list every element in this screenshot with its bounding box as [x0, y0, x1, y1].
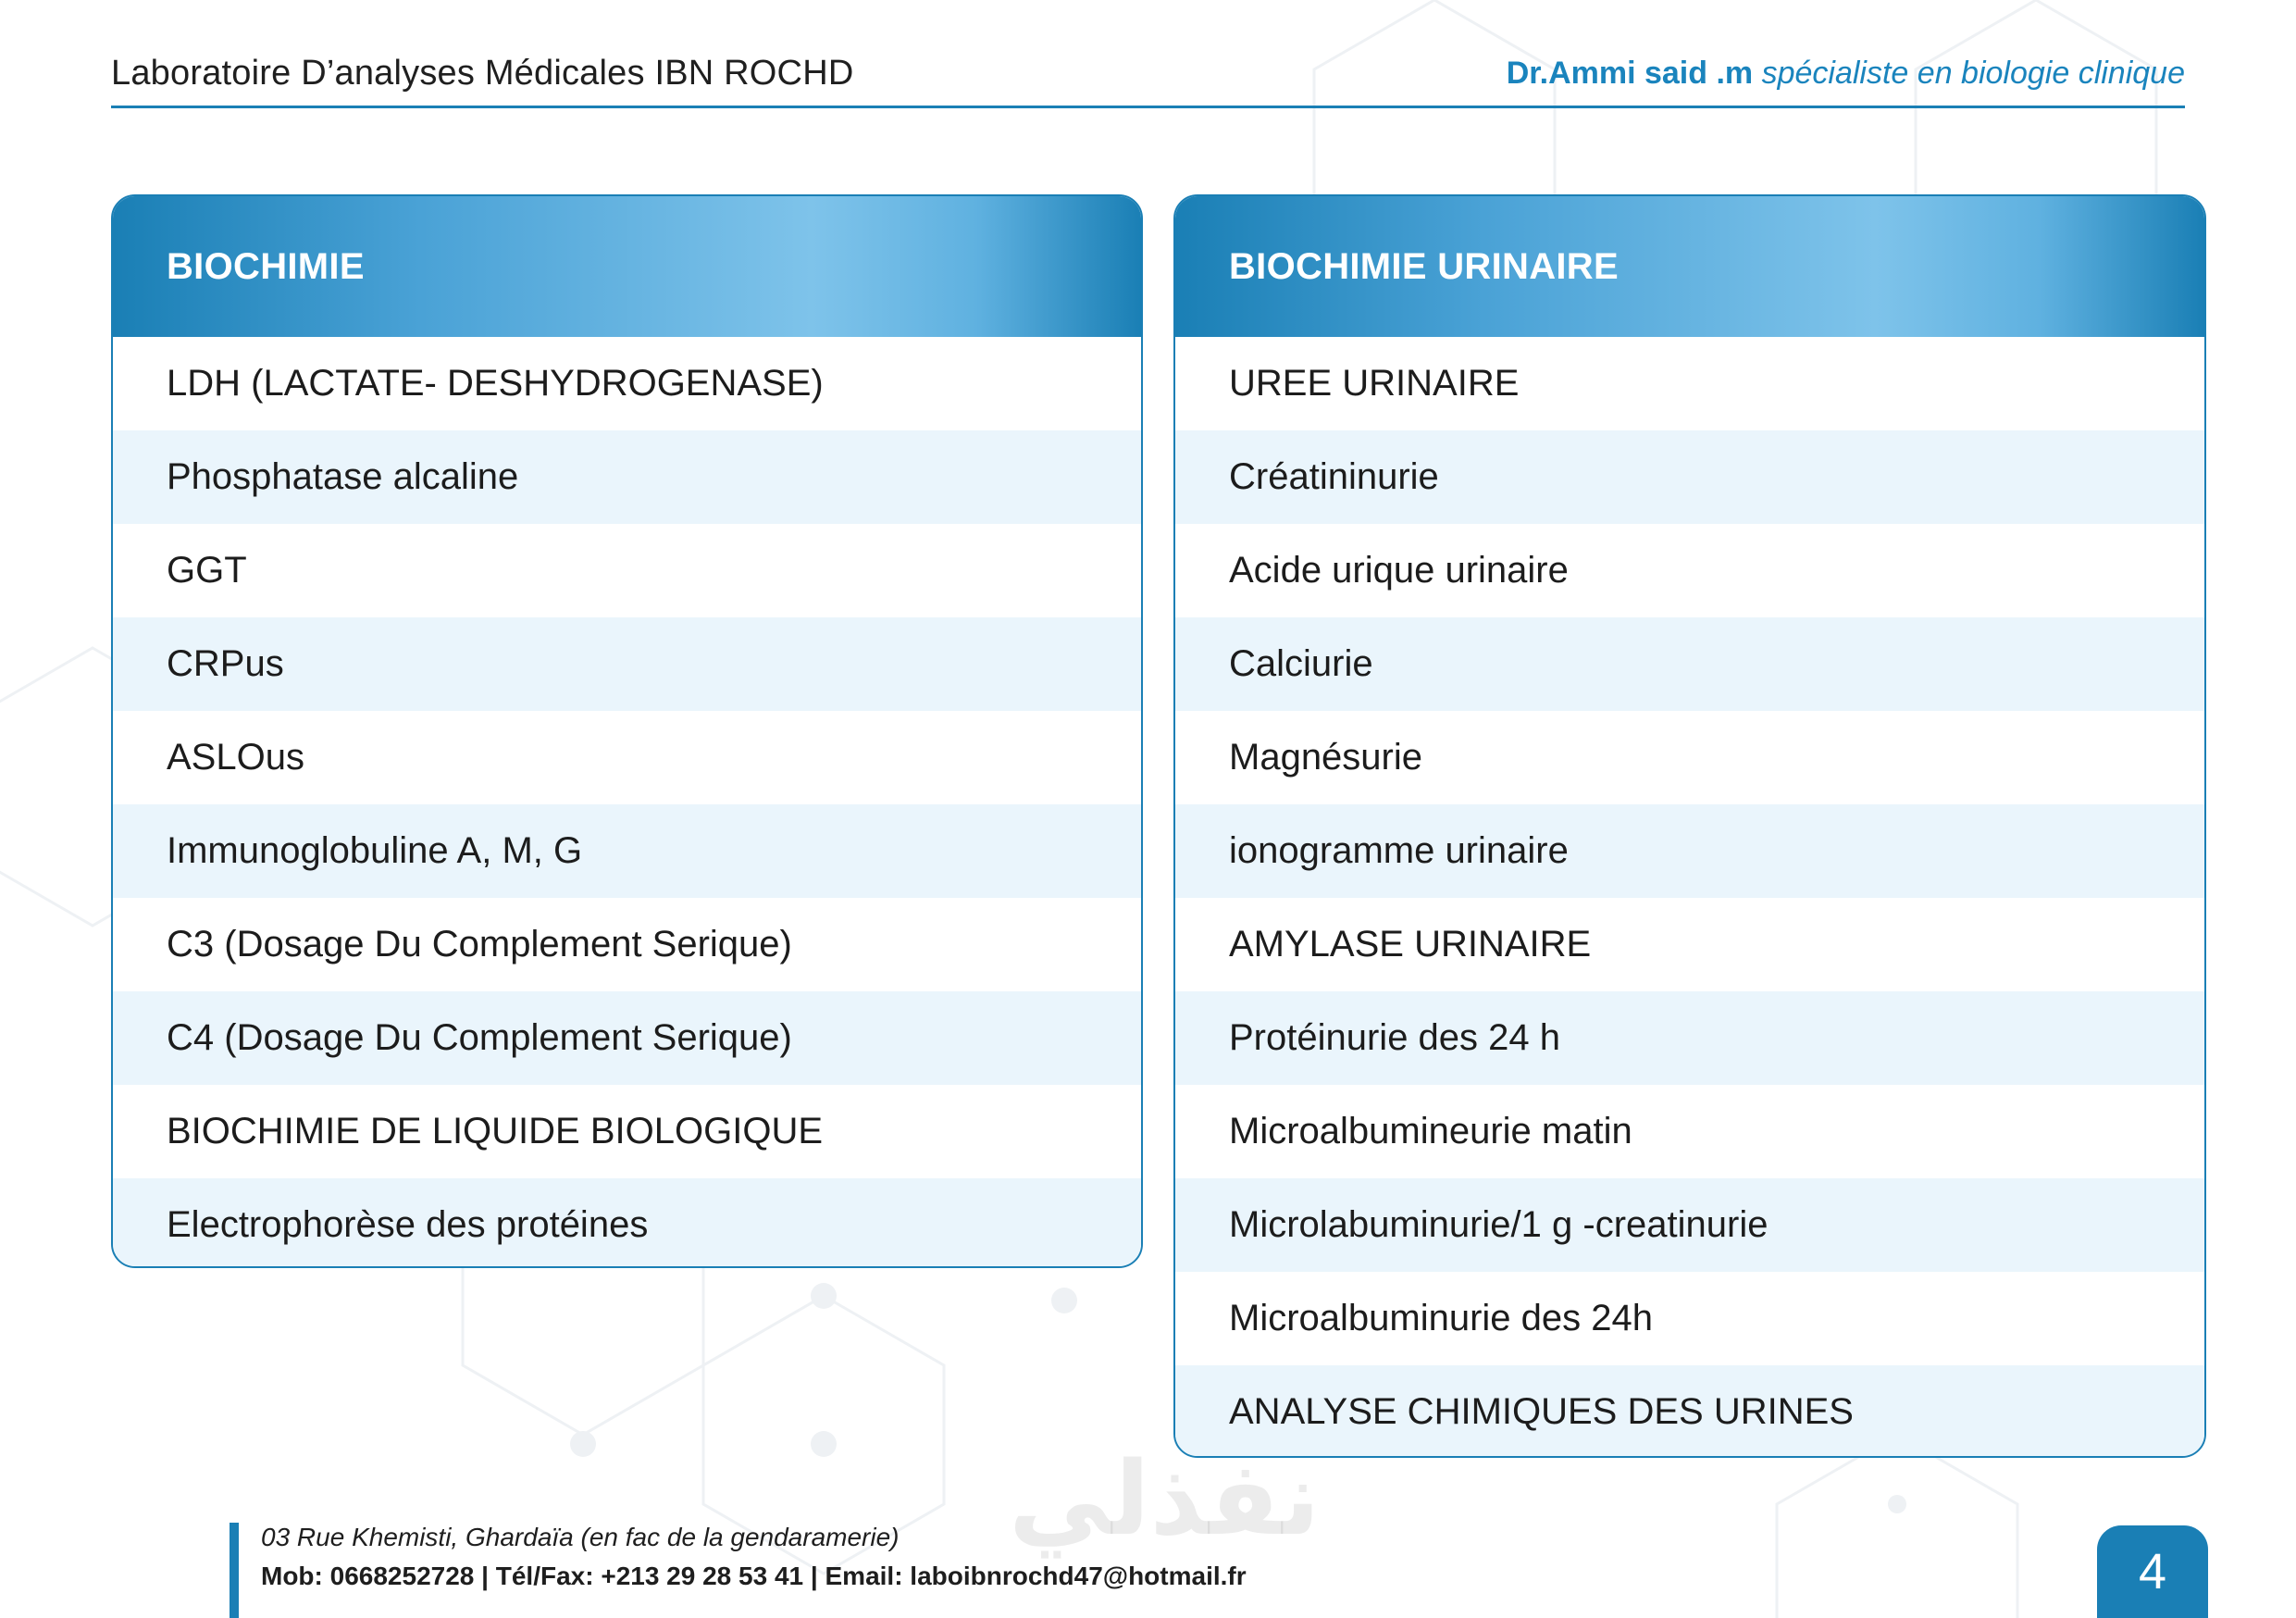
doctor-name: Dr.Ammi said .m: [1506, 56, 1754, 91]
doctor-specialty: spécialiste en biologie clinique: [1761, 56, 2185, 91]
biochimie-list: [113, 337, 1141, 1268]
list-item: BIOCHIMIE DE LIQUIDE BIOLOGIQUE: [167, 1111, 824, 1151]
list-item: C4 (Dosage Du Complement Serique): [113, 991, 1141, 1085]
list-item: Microalbumineurie matin: [1229, 1111, 1632, 1151]
footer-address: 03 Rue Khemisti, Ghardaïa (en fac de la gendaramerie): [261, 1523, 900, 1551]
list-item: Electrophorèse des protéines: [113, 1178, 1141, 1268]
list-item: Créatininurie: [1175, 430, 2204, 524]
header-divider: [111, 106, 2185, 108]
list-item: C3 (Dosage Du Complement Serique): [167, 924, 792, 965]
list-item: ANALYSE CHIMIQUES DES URINES: [1175, 1365, 2204, 1458]
footer-contact: [261, 1518, 1247, 1596]
list-item: Acide urique urinaire: [1229, 550, 1569, 591]
biochimie-urinaire-card-title: BIOCHIMIE URINAIRE: [1175, 196, 2204, 337]
list-item: UREE URINAIRE: [1229, 363, 1520, 404]
watermark-logo: نفذلي: [1009, 1439, 1321, 1558]
biochimie-card-title: BIOCHIMIE: [113, 196, 1141, 337]
list-item: Immunoglobuline A, M, G: [113, 804, 1141, 898]
list-item: LDH (LACTATE- DESHYDROGENASE): [167, 363, 824, 404]
lab-name: Laboratoire D’analyses Médicales IBN ROCHD: [111, 54, 854, 93]
list-item: Magnésurie: [1229, 737, 1423, 778]
doctor-credit: [1507, 56, 2185, 92]
list-item: Microalbuminurie des 24h: [1229, 1298, 1654, 1338]
list-item: Phosphatase alcaline: [113, 430, 1141, 524]
list-item: Calciurie: [1175, 617, 2204, 711]
biochimie-card: [111, 194, 1143, 1268]
page-number: 4: [2097, 1525, 2208, 1618]
footer-phone-email: Mob: 0668252728 | Tél/Fax: +213 29 28 53 41 | Email: laboibnrochd47@hotmail.fr: [261, 1562, 1247, 1590]
list-item: AMYLASE URINAIRE: [1229, 924, 1592, 965]
list-item: Microlabuminurie/1 g -creatinurie: [1175, 1178, 2204, 1272]
biochimie-urinaire-card: [1173, 194, 2206, 1458]
list-item: ionogramme urinaire: [1175, 804, 2204, 898]
biochimie-urinaire-list: [1175, 337, 2204, 1458]
list-item: ASLOus: [167, 737, 304, 778]
footer-accent-bar: [230, 1523, 239, 1618]
list-item: GGT: [167, 550, 247, 591]
list-item: CRPus: [113, 617, 1141, 711]
list-item: Protéinurie des 24 h: [1175, 991, 2204, 1085]
